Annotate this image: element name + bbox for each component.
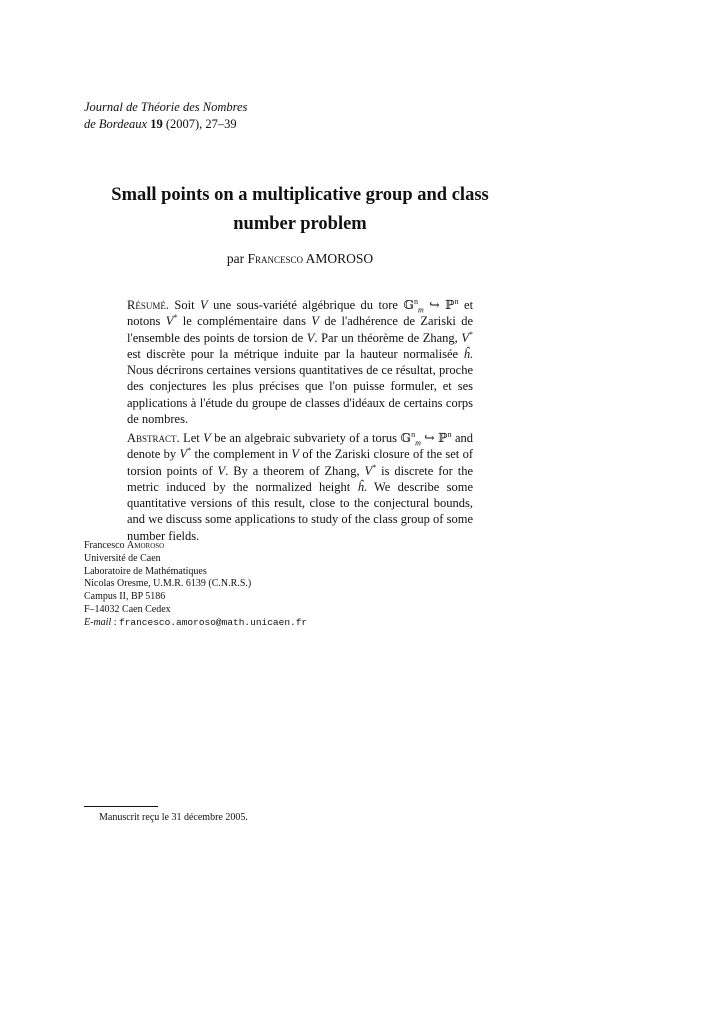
math-v: V [165,314,174,329]
footnote-rule [84,806,158,807]
resume-text: une sous-variété algébrique du tore [213,298,398,312]
math-v: V [203,431,211,445]
address-line: Nicolas Oresme, U.M.R. 6139 (C.N.R.S.) [84,578,252,590]
math-arrow: ↪ [420,431,439,445]
email-separator: : [111,616,119,628]
abstract-paragraph [127,430,473,544]
abstract-text: . By a theorem of Zhang, [225,463,360,478]
journal-pages: 27–39 [205,117,237,131]
address-line: Campus II, BP 5186 [84,591,166,603]
resume-paragraph [127,297,473,427]
abstract-text: Let [183,431,200,445]
abstract-text: and denote by [127,431,474,462]
math-n: n [411,429,416,439]
author-byline [84,251,516,267]
math-v: V [364,463,373,478]
math-v: V [311,314,319,329]
math-v: V [291,447,300,462]
resume-text: . Par un théorème de Zhang, [314,330,458,345]
math-torus [403,296,459,315]
math-v: V [461,330,470,345]
resume-text: . Nous décrirons certaines versions quantitatives de ce résultat, proche des conjectures les plus précises que l'on puisse formuler, et ses applications à l'étude du groupe de classes d'idéaux de certains corps de nombres. [127,346,474,427]
byline-par: par [226,251,245,266]
email-address[interactable]: francesco.amoroso@math.unicaen.fr [119,616,308,628]
abstract-text: of the Zariski closure of the set of torsion points of [127,447,474,478]
email-label: E-mail [84,616,112,628]
journal-citation [84,116,247,133]
email-line [84,617,307,630]
journal-volume: 19 [150,117,163,131]
math-star: * [187,446,192,456]
paper-title: Small points on a multiplicative group and class number problem [111,185,489,234]
journal-header [84,99,247,133]
math-n: n [414,296,419,306]
math-n: n [454,296,459,306]
math-g: 𝔾 [400,431,412,445]
math-h: ĥ [357,479,364,494]
abstract-heading: Abstract. [127,431,180,445]
math-n: n [447,429,452,439]
math-v: V [200,298,208,312]
author-last-name: AMOROSO [305,251,374,266]
resume-heading: Résumé. [127,298,169,312]
address-last-name: Amoroso [127,540,165,551]
resume-text: Soit [174,298,195,312]
address-first-name: Francesco [84,540,125,551]
math-m: m [415,438,421,448]
journal-year: (2007), [165,117,203,131]
math-v: V [179,447,188,462]
resume-text: de l'adhérence de Zariski de l'ensemble des points de torsion de [127,314,474,345]
address-line: Université de Caen [84,552,161,564]
math-star: * [372,462,377,472]
math-arrow: ↪ [423,298,446,312]
math-star: * [173,313,178,323]
math-h: ĥ [463,346,470,361]
footnote: Manuscrit reçu le 31 décembre 2005. [99,812,248,823]
resume-text: est discrète pour la métrique induite par la hauteur normalisée [127,346,459,361]
abstract-text: the complement in [194,447,289,462]
resume-text: et notons [127,298,474,329]
math-torus [400,429,452,448]
math-star: * [469,329,474,339]
math-v: V [217,463,226,478]
math-p: ℙ [445,298,455,312]
abstract-text: be an algebraic subvariety of a torus [214,431,398,445]
resume-text: le complémentaire dans [182,314,306,329]
math-g: 𝔾 [403,298,415,312]
math-m: m [418,305,424,315]
address-line: Laboratoire de Mathématiques [84,565,207,577]
author-address [84,540,307,630]
journal-place: de Bordeaux [84,117,148,131]
abstract-text: . We describe some quantitative versions of this result, close to the conjectural bounds, and we discuss some applications to study of the class group of some number fields. [127,479,473,543]
journal-name: Journal de Théorie des Nombres [84,100,248,114]
math-v: V [306,330,315,345]
math-p: ℙ [438,431,448,445]
address-name [84,540,307,553]
address-line: F–14032 Caen Cedex [84,603,171,615]
abstract-text: is discrete for the metric induced by the normalized height [127,463,474,494]
author-first-name: Francesco [247,251,303,266]
